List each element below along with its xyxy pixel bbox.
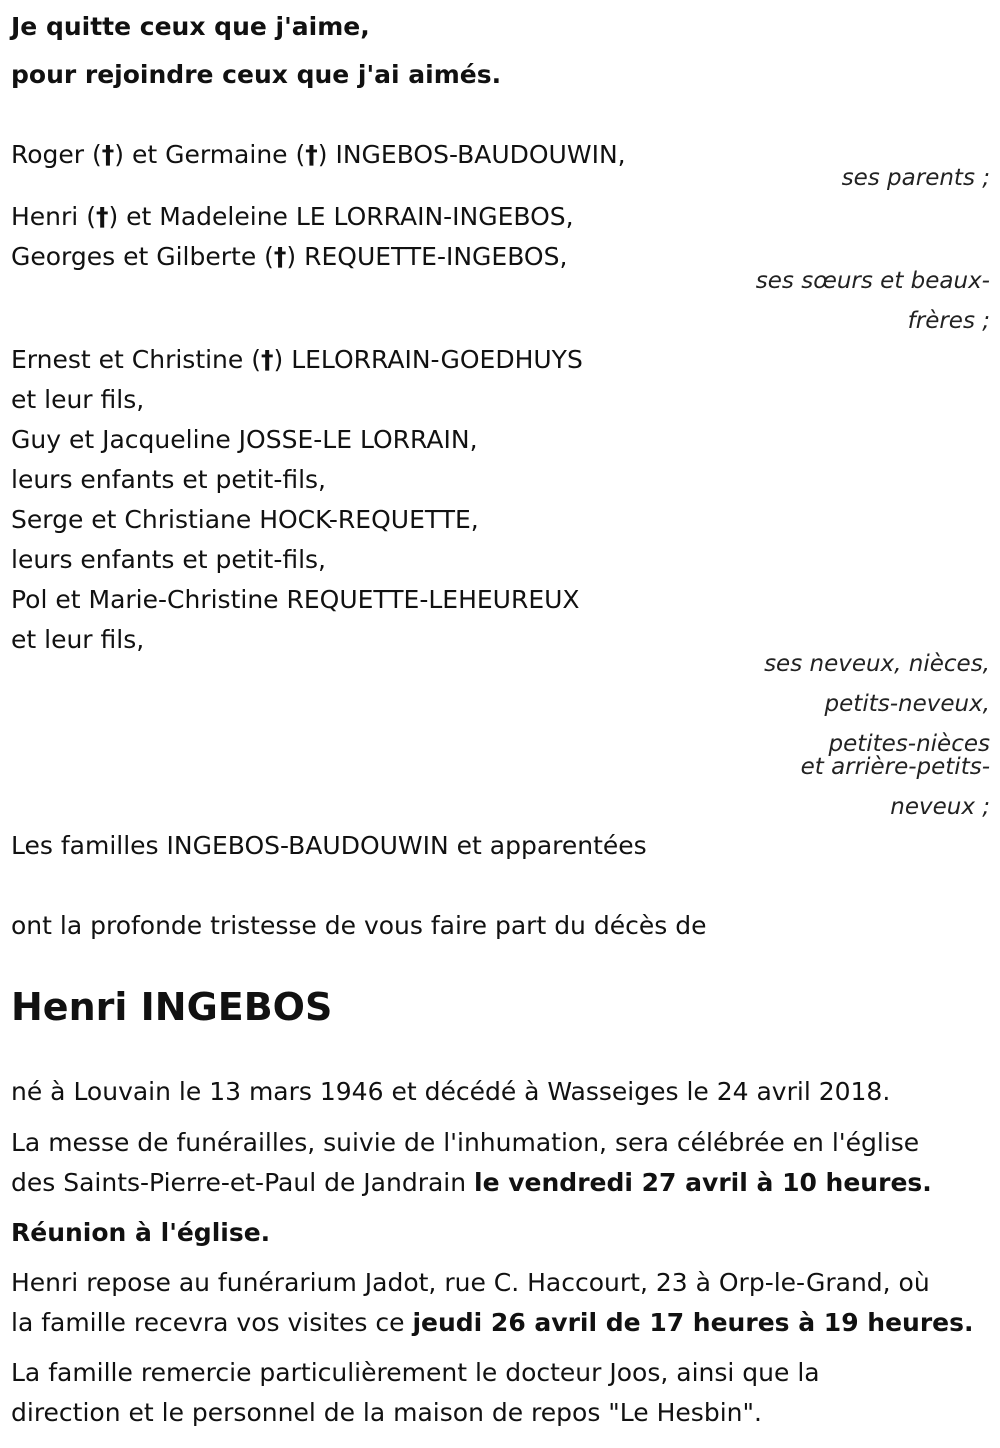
nephews-line-4: leurs enfants et petit-fils,	[11, 465, 327, 494]
announcement-line: ont la profonde tristesse de vous faire part du décès de	[11, 911, 707, 940]
nephews-line-5: Serge et Christiane HOCK-REQUETTE,	[11, 505, 479, 534]
parents-text-3: ) INGEBOS-BAUDOUWIN,	[317, 140, 626, 169]
nephews-role-2: petits-neveux,	[824, 691, 990, 717]
parents-line	[11, 140, 626, 170]
cross-icon: †	[101, 140, 115, 169]
nephews-line-7: Pol et Marie-Christine REQUETTE-LEHEUREUX	[11, 585, 580, 614]
rest-line-2	[11, 1308, 974, 1338]
siblings-line-1	[11, 202, 574, 232]
thanks-line-2: direction et le personnel de la maison de repos "Le Hesbin".	[11, 1398, 762, 1427]
birth-line: né à Louvain le 13 mars 1946 et décédé à Wasseiges le 24 avril 2018.	[11, 1077, 891, 1106]
nephews-role-5: neveux ;	[890, 794, 990, 820]
rest-line-1: Henri repose au funérarium Jadot, rue C. Haccourt, 23 à Orp-le-Grand, où	[11, 1268, 930, 1297]
mass-line-2	[11, 1168, 932, 1198]
siblings-text: ) et Madeleine LE LORRAIN-INGEBOS,	[108, 202, 574, 231]
cross-icon: †	[273, 242, 287, 271]
nephews-line-2: et leur fils,	[11, 385, 145, 414]
nephews-line-6: leurs enfants et petit-fils,	[11, 545, 327, 574]
visit-time: jeudi 26 avril de 17 heures à 19 heures.	[412, 1308, 974, 1337]
siblings-text: Henri (	[11, 202, 96, 231]
siblings-role-2: frères ;	[907, 308, 990, 334]
siblings-text: Georges et Gilberte (	[11, 242, 274, 271]
nephews-line-3: Guy et Jacqueline JOSSE-LE LORRAIN,	[11, 425, 478, 454]
cross-icon: †	[305, 140, 318, 169]
parents-text-2: ) et Germaine (	[114, 140, 306, 169]
mass-location: des Saints-Pierre-et-Paul de Jandrain	[11, 1168, 475, 1197]
parents-text-1: Roger (	[11, 140, 102, 169]
mass-date: le vendredi 27 avril à 10 heures.	[474, 1168, 932, 1197]
parents-role: ses parents ;	[841, 165, 990, 191]
rest-text: la famille recevra vos visites ce	[11, 1308, 413, 1337]
nephews-role-4: et arrière-petits-	[800, 754, 990, 780]
mass-line-1: La messe de funérailles, suivie de l'inhumation, sera célébrée en l'église	[11, 1128, 920, 1157]
nephews-text: Ernest et Christine (	[11, 345, 261, 374]
nephews-line-8: et leur fils,	[11, 625, 145, 654]
siblings-text: ) REQUETTE-INGEBOS,	[286, 242, 568, 271]
nephews-text: ) LELORRAIN-GOEDHUYS	[273, 345, 583, 374]
quote-line-1: Je quitte ceux que j'aime,	[11, 12, 370, 41]
families-line: Les familles INGEBOS-BAUDOUWIN et apparentées	[11, 831, 647, 860]
meeting-line: Réunion à l'église.	[11, 1218, 271, 1247]
nephews-line-1	[11, 345, 583, 375]
thanks-line-1: La famille remercie particulièrement le docteur Joos, ainsi que la	[11, 1358, 820, 1387]
siblings-role-1: ses sœurs et beaux-	[755, 268, 990, 294]
cross-icon: †	[95, 202, 109, 231]
quote-line-2: pour rejoindre ceux que j'ai aimés.	[11, 60, 502, 89]
nephews-role-3: petites-nièces	[828, 731, 990, 757]
nephews-role-1: ses neveux, nièces,	[764, 651, 990, 677]
cross-icon: †	[261, 345, 274, 374]
siblings-line-2	[11, 242, 567, 272]
deceased-name: Henri INGEBOS	[11, 985, 333, 1029]
